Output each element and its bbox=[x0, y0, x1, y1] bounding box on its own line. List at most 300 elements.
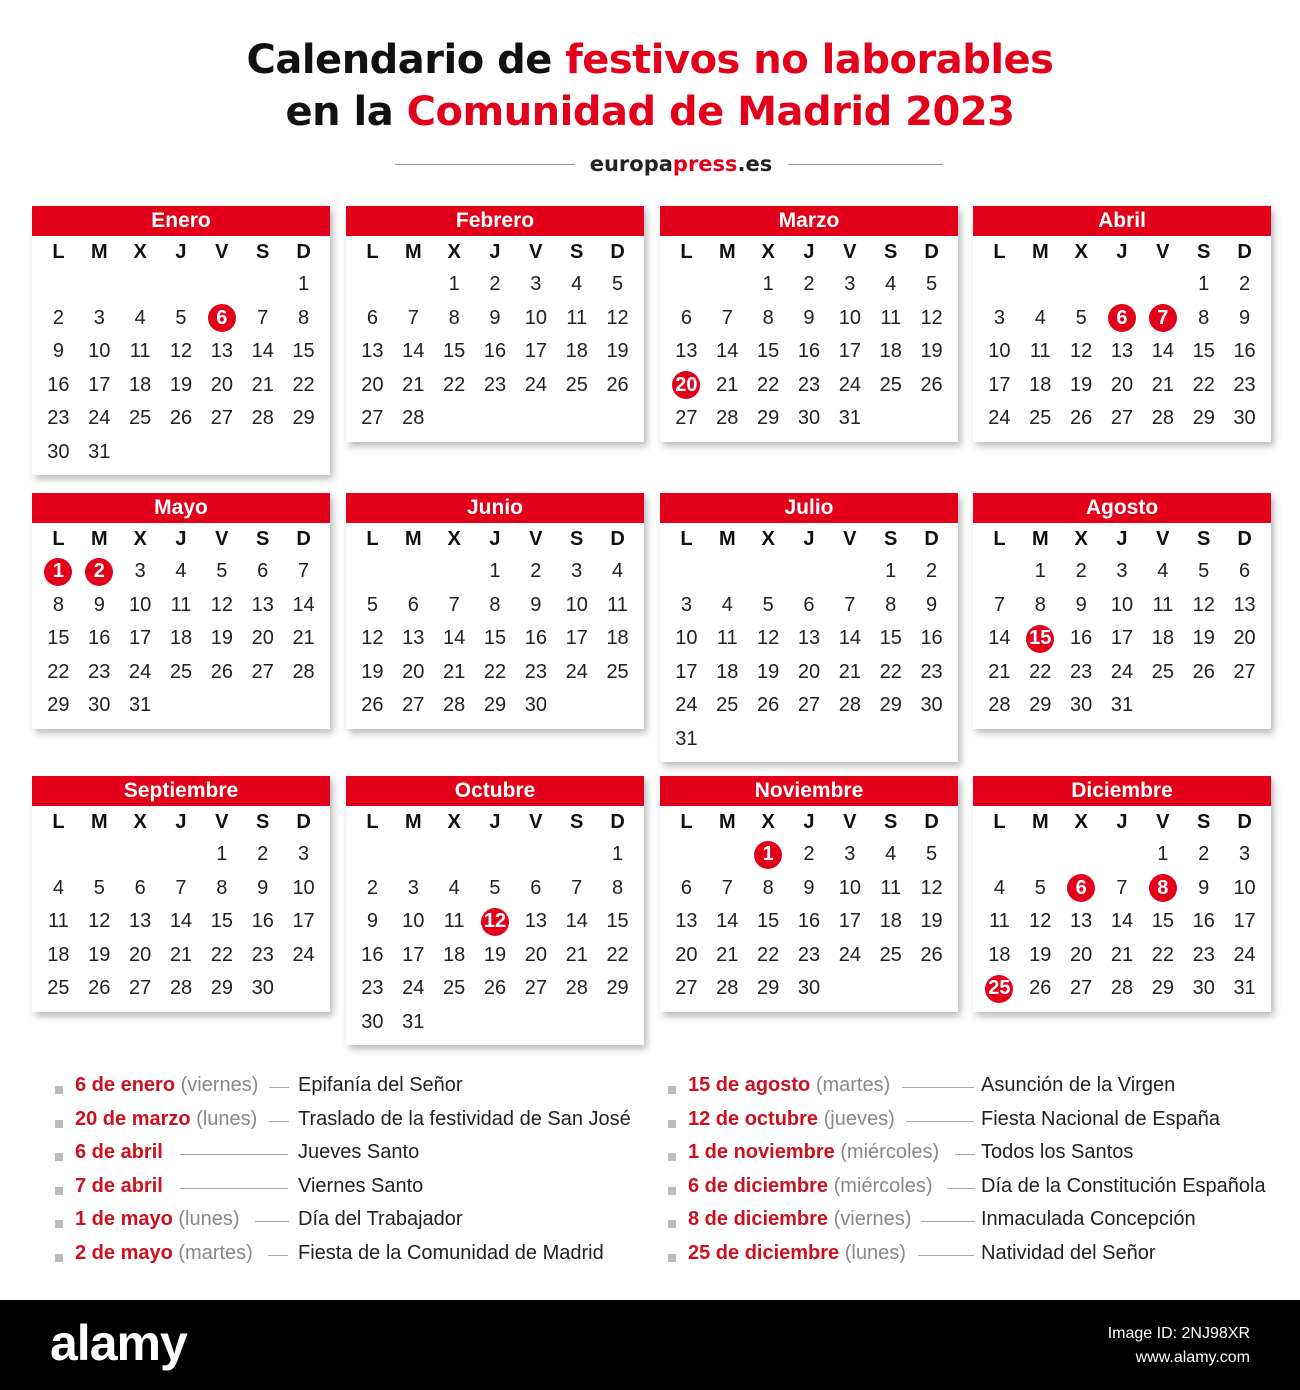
day-number: 2 bbox=[1075, 560, 1087, 583]
month-name: Enero bbox=[32, 206, 330, 236]
empty-cell bbox=[201, 268, 242, 302]
day bbox=[911, 369, 952, 403]
day bbox=[707, 656, 748, 690]
day-number: 21 bbox=[1151, 373, 1174, 396]
empty-cell bbox=[352, 838, 393, 872]
day bbox=[120, 555, 161, 589]
day bbox=[1102, 905, 1143, 939]
day-number: 1 bbox=[612, 843, 624, 866]
day bbox=[1061, 302, 1102, 336]
day-number: 13 bbox=[675, 910, 698, 933]
legend-date-text: 6 de abril bbox=[75, 1141, 163, 1164]
weekday-header: L bbox=[993, 811, 1006, 833]
holiday-day bbox=[475, 905, 516, 939]
day bbox=[911, 838, 952, 872]
day bbox=[515, 656, 556, 690]
day-number: 10 bbox=[524, 306, 547, 329]
day bbox=[1061, 622, 1102, 656]
day-number: 24 bbox=[675, 694, 698, 717]
day-grid bbox=[346, 236, 644, 442]
day-number: 23 bbox=[1233, 373, 1256, 396]
day bbox=[242, 555, 283, 589]
day-number: 8 bbox=[216, 876, 228, 899]
day-number: 26 bbox=[606, 373, 629, 396]
day-number: 18 bbox=[606, 627, 629, 650]
day-number: 27 bbox=[251, 660, 274, 683]
day-number: 25 bbox=[169, 660, 193, 683]
day-number: 1 bbox=[448, 273, 460, 296]
day bbox=[829, 622, 870, 656]
day bbox=[829, 872, 870, 906]
day-number: 17 bbox=[292, 910, 315, 933]
day-grid bbox=[346, 523, 644, 729]
day-number: 19 bbox=[1029, 943, 1052, 966]
day-grid bbox=[32, 523, 330, 729]
weekday-header: V bbox=[843, 811, 857, 833]
holiday-day bbox=[1102, 302, 1143, 336]
day bbox=[161, 335, 202, 369]
weekday-header: L bbox=[993, 528, 1006, 550]
day bbox=[1224, 268, 1265, 302]
day-number: 2 bbox=[52, 306, 64, 329]
bullet-icon bbox=[55, 1086, 63, 1094]
legend-holiday-name: Día de la Constitución Española bbox=[981, 1174, 1266, 1197]
day bbox=[38, 335, 79, 369]
day-number: 26 bbox=[757, 694, 780, 717]
day-grid bbox=[32, 806, 330, 1012]
day bbox=[475, 589, 516, 623]
legend-connector bbox=[180, 1188, 288, 1189]
day-number: 13 bbox=[361, 340, 384, 363]
day-number: 9 bbox=[489, 306, 501, 329]
day-number: 17 bbox=[565, 627, 588, 650]
day bbox=[352, 369, 393, 403]
day bbox=[556, 622, 597, 656]
day-grid bbox=[973, 236, 1271, 442]
empty-cell bbox=[393, 838, 434, 872]
day bbox=[1183, 872, 1224, 906]
day-number: 30 bbox=[251, 977, 274, 1000]
day-number: 29 bbox=[210, 977, 233, 1000]
day-number: 5 bbox=[926, 273, 938, 296]
day bbox=[120, 302, 161, 336]
day bbox=[352, 905, 393, 939]
day bbox=[789, 838, 830, 872]
day-number: 22 bbox=[1029, 660, 1052, 683]
weekday-header: D bbox=[1237, 811, 1252, 833]
day-number: 18 bbox=[1029, 373, 1052, 396]
day-number: 19 bbox=[1070, 373, 1093, 396]
day bbox=[38, 972, 79, 1006]
day bbox=[161, 555, 202, 589]
day-number: 17 bbox=[88, 373, 111, 396]
day-number: 12 bbox=[481, 908, 509, 936]
weekday-header: J bbox=[1116, 241, 1128, 263]
day-number: 24 bbox=[88, 407, 111, 430]
day bbox=[161, 872, 202, 906]
day-number: 14 bbox=[716, 340, 739, 363]
day bbox=[556, 589, 597, 623]
day-number: 8 bbox=[1034, 593, 1046, 616]
day bbox=[393, 622, 434, 656]
day-number: 3 bbox=[298, 843, 310, 866]
day-number: 28 bbox=[292, 660, 315, 683]
day bbox=[666, 689, 707, 723]
day bbox=[79, 589, 120, 623]
empty-cell bbox=[79, 268, 120, 302]
day bbox=[1061, 335, 1102, 369]
day-number: 21 bbox=[169, 943, 193, 966]
day bbox=[161, 302, 202, 336]
day-number: 20 bbox=[129, 943, 152, 966]
day-number: 18 bbox=[565, 340, 588, 363]
day bbox=[242, 622, 283, 656]
empty-cell bbox=[120, 838, 161, 872]
day bbox=[393, 1006, 434, 1040]
day-number: 19 bbox=[483, 943, 507, 966]
day bbox=[352, 939, 393, 973]
day-number: 23 bbox=[920, 660, 943, 683]
weekday-header: V bbox=[529, 528, 543, 550]
weekday-header: V bbox=[1156, 811, 1170, 833]
holiday-day bbox=[1020, 622, 1061, 656]
day-number: 25 bbox=[565, 373, 588, 396]
day-number: 28 bbox=[402, 407, 425, 430]
day bbox=[829, 589, 870, 623]
weekday-header: D bbox=[610, 528, 625, 550]
weekday-header: V bbox=[1156, 241, 1170, 263]
day-grid bbox=[346, 806, 644, 1045]
weekday-header: L bbox=[993, 241, 1006, 263]
holiday-day bbox=[666, 369, 707, 403]
legend-holiday-name: Todos los Santos bbox=[981, 1141, 1134, 1164]
empty-cell bbox=[1142, 268, 1183, 302]
day-number: 23 bbox=[524, 660, 547, 683]
weekday-header: J bbox=[803, 241, 815, 263]
day bbox=[434, 689, 475, 723]
day-number: 7 bbox=[257, 306, 269, 329]
day-number: 10 bbox=[838, 306, 861, 329]
day bbox=[748, 369, 789, 403]
day bbox=[38, 369, 79, 403]
weekday-header: X bbox=[761, 811, 775, 833]
legend-connector bbox=[255, 1221, 289, 1222]
day-number: 16 bbox=[47, 373, 70, 396]
day-number: 2 bbox=[926, 560, 938, 583]
legend-connector bbox=[906, 1121, 974, 1122]
day bbox=[979, 689, 1020, 723]
day bbox=[434, 302, 475, 336]
day bbox=[1142, 369, 1183, 403]
empty-cell bbox=[1020, 268, 1061, 302]
day bbox=[393, 402, 434, 436]
day-number: 3 bbox=[407, 876, 419, 899]
day bbox=[352, 622, 393, 656]
legend-connector bbox=[947, 1188, 975, 1189]
day bbox=[352, 1006, 393, 1040]
day-number: 15 bbox=[757, 910, 780, 933]
day bbox=[829, 268, 870, 302]
weekday-header: V bbox=[215, 811, 229, 833]
day bbox=[393, 369, 434, 403]
day-number: 10 bbox=[838, 876, 861, 899]
watermark-footer bbox=[0, 1300, 1300, 1390]
day bbox=[707, 689, 748, 723]
legend-date bbox=[688, 1141, 939, 1164]
weekday-header: S bbox=[884, 241, 898, 263]
day-number: 17 bbox=[838, 910, 861, 933]
weekday-header: M bbox=[404, 241, 422, 263]
day bbox=[1183, 656, 1224, 690]
day-number: 24 bbox=[838, 373, 861, 396]
day bbox=[748, 905, 789, 939]
day-number: 23 bbox=[361, 977, 384, 1000]
day-number: 25 bbox=[1029, 407, 1052, 430]
legend-date bbox=[688, 1242, 906, 1265]
day bbox=[597, 369, 638, 403]
day-number: 30 bbox=[47, 440, 70, 463]
weekday-header: M bbox=[718, 811, 736, 833]
day-number: 28 bbox=[1110, 977, 1134, 1000]
title-line-2-black: en la bbox=[285, 89, 407, 135]
day-number: 7 bbox=[1116, 876, 1128, 899]
day bbox=[707, 905, 748, 939]
day-number: 16 bbox=[1233, 340, 1256, 363]
day bbox=[475, 622, 516, 656]
day bbox=[242, 872, 283, 906]
day bbox=[1224, 555, 1265, 589]
day-number: 9 bbox=[1239, 306, 1251, 329]
month-name: Diciembre bbox=[973, 776, 1271, 806]
day bbox=[911, 302, 952, 336]
day-number: 26 bbox=[88, 977, 111, 1000]
day bbox=[1142, 838, 1183, 872]
day bbox=[556, 939, 597, 973]
day bbox=[1224, 972, 1265, 1006]
legend-date-text: 15 de agosto bbox=[688, 1074, 811, 1096]
legend-date bbox=[688, 1108, 895, 1131]
day bbox=[352, 335, 393, 369]
day bbox=[79, 335, 120, 369]
weekday-header: S bbox=[256, 811, 270, 833]
day-number: 13 bbox=[1233, 593, 1256, 616]
weekday-header: X bbox=[1074, 528, 1088, 550]
day bbox=[393, 302, 434, 336]
legend-item bbox=[668, 1139, 1288, 1173]
day bbox=[120, 656, 161, 690]
day bbox=[1183, 402, 1224, 436]
day bbox=[434, 972, 475, 1006]
day bbox=[434, 656, 475, 690]
day-number: 24 bbox=[402, 977, 425, 1000]
day bbox=[911, 872, 952, 906]
day bbox=[515, 939, 556, 973]
day-number: 17 bbox=[988, 373, 1011, 396]
empty-cell bbox=[979, 268, 1020, 302]
day bbox=[352, 872, 393, 906]
day bbox=[1183, 838, 1224, 872]
empty-cell bbox=[475, 838, 516, 872]
day-number: 23 bbox=[797, 373, 821, 396]
day bbox=[120, 972, 161, 1006]
day-number: 8 bbox=[1149, 874, 1177, 902]
day-number: 19 bbox=[757, 660, 780, 683]
day-number: 21 bbox=[251, 373, 274, 396]
day bbox=[870, 268, 911, 302]
day-number: 4 bbox=[448, 876, 460, 899]
weekday-header: M bbox=[404, 811, 422, 833]
day bbox=[161, 656, 202, 690]
empty-cell bbox=[789, 555, 830, 589]
month-name: Junio bbox=[346, 493, 644, 523]
day-number: 14 bbox=[292, 593, 315, 616]
day-number: 9 bbox=[926, 593, 938, 616]
day bbox=[1020, 302, 1061, 336]
legend-weekday: (viernes) bbox=[828, 1208, 912, 1231]
day-number: 22 bbox=[1151, 943, 1174, 966]
day-number: 18 bbox=[169, 627, 193, 650]
day-number: 29 bbox=[1192, 407, 1215, 430]
day bbox=[1183, 268, 1224, 302]
legend-date-text: 2 de mayo bbox=[75, 1241, 173, 1264]
day bbox=[1224, 905, 1265, 939]
day-number: 19 bbox=[169, 373, 193, 396]
day-number: 8 bbox=[762, 876, 774, 899]
day-number: 23 bbox=[47, 407, 70, 430]
day-grid bbox=[660, 806, 958, 1012]
day-number: 16 bbox=[361, 943, 384, 966]
day-number: 15 bbox=[1026, 625, 1054, 653]
day-number: 20 bbox=[797, 660, 821, 683]
day bbox=[393, 335, 434, 369]
day bbox=[979, 939, 1020, 973]
day bbox=[1061, 656, 1102, 690]
day-number: 10 bbox=[1110, 593, 1134, 616]
day bbox=[475, 302, 516, 336]
day-number: 16 bbox=[524, 627, 547, 650]
empty-cell bbox=[666, 268, 707, 302]
day bbox=[120, 905, 161, 939]
holiday-day bbox=[79, 555, 120, 589]
day-number: 16 bbox=[920, 627, 943, 650]
day-number: 21 bbox=[988, 660, 1011, 683]
day-number: 7 bbox=[721, 306, 733, 329]
day-number: 18 bbox=[879, 910, 902, 933]
legend-weekday: (martes) bbox=[172, 1241, 253, 1264]
day-number: 23 bbox=[88, 660, 111, 683]
empty-cell bbox=[393, 555, 434, 589]
day-number: 8 bbox=[762, 306, 774, 329]
day-number: 25 bbox=[985, 975, 1013, 1003]
empty-cell bbox=[666, 555, 707, 589]
day bbox=[161, 972, 202, 1006]
day-number: 30 bbox=[524, 694, 547, 717]
day-number: 22 bbox=[606, 943, 629, 966]
day bbox=[393, 589, 434, 623]
legend-date bbox=[688, 1074, 890, 1097]
day bbox=[829, 905, 870, 939]
day-number: 28 bbox=[716, 407, 739, 430]
day-number: 2 bbox=[257, 843, 269, 866]
weekday-header: S bbox=[570, 241, 584, 263]
weekday-header: V bbox=[1156, 528, 1170, 550]
day bbox=[38, 589, 79, 623]
weekday-header: J bbox=[489, 811, 501, 833]
day-number: 26 bbox=[1070, 407, 1093, 430]
day-number: 11 bbox=[880, 876, 902, 899]
weekday-header: L bbox=[366, 811, 379, 833]
day bbox=[748, 402, 789, 436]
legend-connector bbox=[918, 1255, 974, 1256]
title-line-2 bbox=[0, 86, 1300, 138]
day-number: 22 bbox=[757, 373, 780, 396]
day bbox=[556, 972, 597, 1006]
day-number: 13 bbox=[251, 593, 274, 616]
day bbox=[748, 972, 789, 1006]
day-number: 3 bbox=[1239, 843, 1251, 866]
month-agosto bbox=[973, 493, 1271, 729]
day bbox=[1142, 589, 1183, 623]
day bbox=[597, 302, 638, 336]
alamy-logo: alamy bbox=[50, 1315, 187, 1371]
day-number: 7 bbox=[1149, 304, 1177, 332]
day-number: 23 bbox=[483, 373, 507, 396]
weekday-header: V bbox=[529, 241, 543, 263]
day-number: 17 bbox=[1233, 910, 1256, 933]
image-site: www.alamy.com bbox=[1135, 1349, 1250, 1366]
weekday-header: X bbox=[1074, 241, 1088, 263]
weekday-header: S bbox=[570, 811, 584, 833]
weekday-header: M bbox=[404, 528, 422, 550]
weekday-header: S bbox=[1197, 811, 1211, 833]
day-number: 5 bbox=[926, 843, 938, 866]
source-credit bbox=[0, 152, 1300, 176]
day-number: 3 bbox=[134, 560, 146, 583]
day-number: 24 bbox=[1233, 943, 1256, 966]
day-number: 2 bbox=[803, 273, 815, 296]
day bbox=[1020, 369, 1061, 403]
day bbox=[1183, 302, 1224, 336]
day bbox=[789, 302, 830, 336]
day bbox=[515, 302, 556, 336]
day bbox=[120, 689, 161, 723]
day-number: 4 bbox=[571, 273, 583, 296]
day-number: 16 bbox=[797, 910, 821, 933]
day bbox=[393, 972, 434, 1006]
day-number: 14 bbox=[169, 910, 193, 933]
weekday-header: X bbox=[447, 811, 461, 833]
legend-date bbox=[75, 1108, 257, 1131]
day-number: 6 bbox=[366, 306, 378, 329]
month-name: Agosto bbox=[973, 493, 1271, 523]
day bbox=[870, 905, 911, 939]
day-number: 10 bbox=[129, 593, 152, 616]
day-number: 12 bbox=[1070, 340, 1093, 363]
day bbox=[161, 622, 202, 656]
day bbox=[1142, 555, 1183, 589]
day-number: 8 bbox=[52, 593, 64, 616]
day-number: 12 bbox=[1192, 593, 1215, 616]
title-line-2-red: Comunidad de Madrid 2023 bbox=[406, 89, 1015, 135]
legend-holiday-name: Día del Trabajador bbox=[298, 1208, 463, 1231]
day-number: 15 bbox=[292, 340, 315, 363]
legend-weekday: (martes) bbox=[810, 1074, 891, 1096]
empty-cell bbox=[161, 838, 202, 872]
day-number: 16 bbox=[797, 340, 821, 363]
month-name: Septiembre bbox=[32, 776, 330, 806]
day-number: 7 bbox=[721, 876, 733, 899]
day bbox=[475, 555, 516, 589]
